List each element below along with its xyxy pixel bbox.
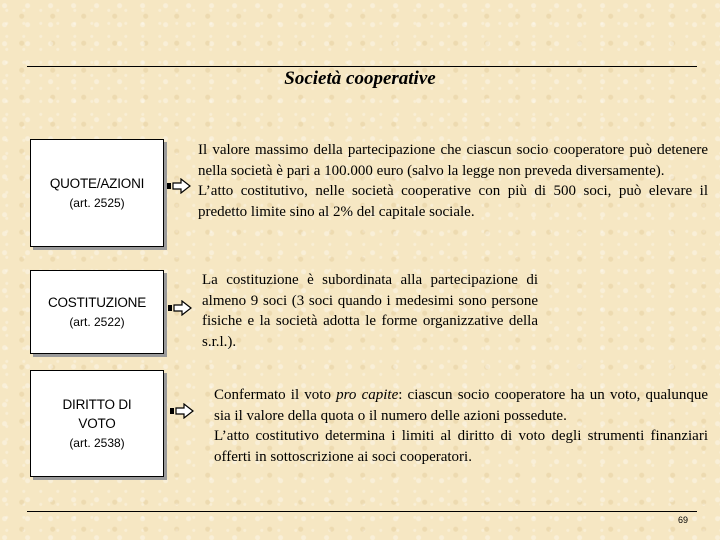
page-title: Società cooperative bbox=[284, 68, 436, 89]
arrow-right-icon bbox=[167, 178, 191, 194]
diritto-di-voto-paragraph: L’atto costitutivo determina i limiti al diritto di voto degli strumenti finanziari offerti in sottoscrizione ai soci cooperatori. bbox=[214, 428, 708, 465]
costituzione-text bbox=[202, 270, 538, 352]
voto-text-prefix: Confermato il voto bbox=[214, 387, 337, 403]
diritto-di-voto-reference: (art. 2538) bbox=[69, 436, 125, 450]
quote-azioni-label: QUOTE/AZIONI bbox=[49, 176, 145, 191]
quote-azioni-paragraph: Il valore massimo della partecipazione che ciascun socio cooperatore può detenere nella società è pari a 100.000 euro (salvo la legge non preveda diversamente). bbox=[198, 142, 708, 179]
diritto-di-voto-label-line1: DIRITTO DI bbox=[62, 397, 132, 412]
arrow-right-icon bbox=[168, 300, 192, 316]
diritto-di-voto-label-line2: VOTO bbox=[78, 416, 116, 431]
top-divider bbox=[27, 66, 697, 67]
diritto-di-voto-text bbox=[214, 385, 708, 467]
quote-azioni-text bbox=[198, 140, 708, 222]
quote-azioni-paragraph: L’atto costitutivo, nelle società cooperative con più di 500 soci, può elevare il predetto limite sino al 2% del capitale sociale. bbox=[198, 183, 708, 220]
quote-azioni-reference: (art. 2525) bbox=[69, 196, 125, 210]
costituzione-reference: (art. 2522) bbox=[69, 315, 125, 329]
pro-capite-term: pro capite bbox=[336, 387, 399, 403]
quote-azioni-box bbox=[30, 139, 164, 247]
bottom-divider bbox=[27, 511, 697, 512]
voto-text-suffix: : ciascun socio cooperatore ha un voto, qualunque sia il valore della quota o il numero delle azioni possedute. bbox=[214, 387, 709, 424]
diritto-di-voto-box bbox=[30, 370, 164, 477]
costituzione-paragraph: La costituzione è subordinata alla partecipazione di almeno 9 soci (3 soci quando i medesimi sono persone fisiche e la società adotta le forme organizzative della s.r.l.). bbox=[202, 272, 538, 350]
arrow-right-icon bbox=[170, 403, 194, 419]
diritto-di-voto-paragraph bbox=[214, 385, 708, 426]
costituzione-box bbox=[30, 270, 164, 354]
page-number: 69 bbox=[677, 515, 688, 525]
costituzione-label: COSTITUZIONE bbox=[47, 295, 147, 310]
